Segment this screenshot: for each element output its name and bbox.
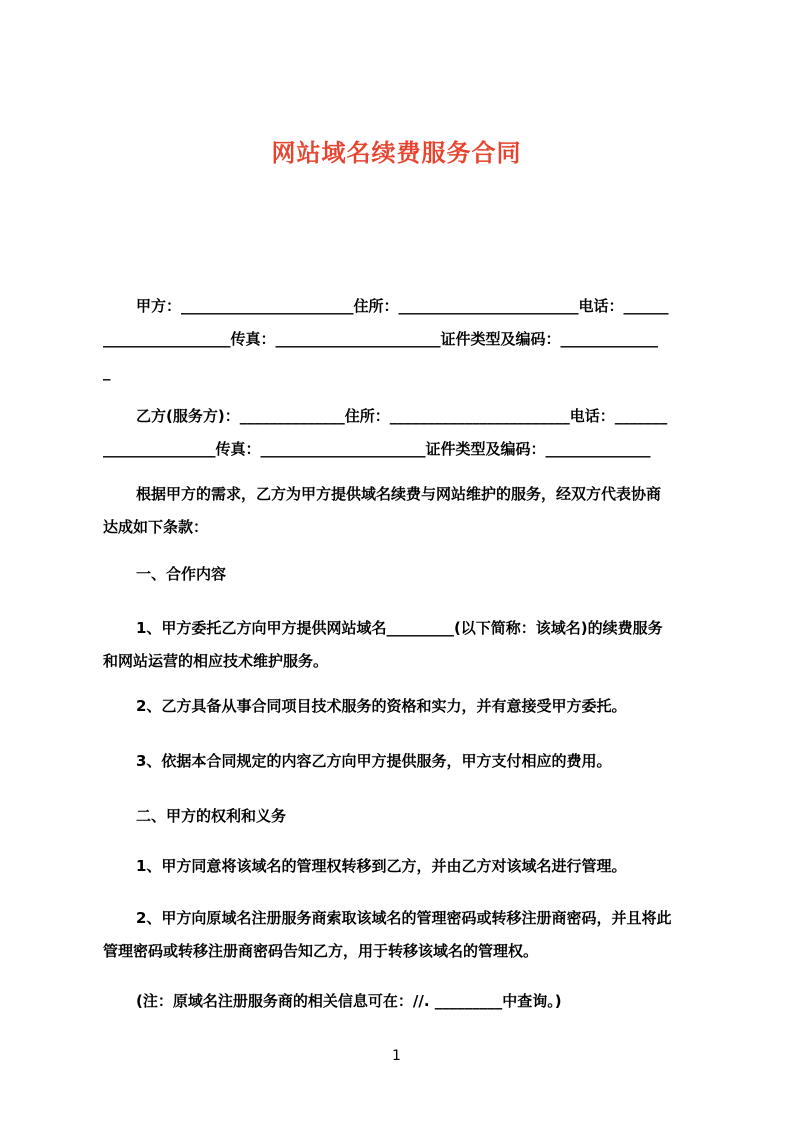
section-2-item-2-line-1: 2、甲方向原域名注册服务商索取该域名的管理密码或转移注册商密码，并且将此 xyxy=(136,909,672,927)
party-a-block xyxy=(0,290,793,389)
party-b-line-1: 乙方(服务方)：______________住所：________________________电话：_______ xyxy=(136,407,668,425)
intro-line-2: 达成如下条款： xyxy=(103,518,209,536)
intro-paragraph xyxy=(0,478,793,544)
section-2-item-2-line-2: 管理密码或转移注册商密码告知乙方，用于转移该域名的管理权。 xyxy=(103,942,539,960)
section-1-item-1-line-2: 和网站运营的相应技术维护服务。 xyxy=(103,652,329,670)
section-1-item-2-line-1: 2、乙方具备从事合同项目技术服务的资格和实力，并有意接受甲方委托。 xyxy=(136,697,627,715)
section-2-heading-text: 二、甲方的权利和义务 xyxy=(136,807,287,825)
section-2-heading xyxy=(0,800,793,833)
party-b-block xyxy=(0,400,793,466)
intro-line-1: 根据甲方的需求，乙方为甲方提供域名续费与网站维护的服务，经双方代表协商 xyxy=(136,485,662,503)
section-1-item-1-line-1: 1、甲方委托乙方向甲方提供网站域名_________(以下简称：该域名)的续费服务 xyxy=(136,619,663,637)
section-1-heading xyxy=(0,558,793,591)
section-2-note-line: (注：原域名注册服务商的相关信息可在：//. _________中查询。) xyxy=(136,992,562,1010)
section-1-item-3-line-1: 3、依据本合同规定的内容乙方向甲方提供服务，甲方支付相应的费用。 xyxy=(136,752,612,770)
section-1-item-1 xyxy=(0,612,793,678)
party-a-line-1: 甲方：_______________________住所：________________________电话：______ xyxy=(136,297,669,315)
party-a-line-3: _ xyxy=(103,363,111,381)
section-2-item-1 xyxy=(0,850,793,883)
party-a-line-2: _________________传真：______________________证件类型及编码：_____________ xyxy=(103,330,659,348)
section-1-item-2 xyxy=(0,690,793,723)
party-b-line-2: _______________传真：______________________证件类型及编码：______________ xyxy=(103,440,651,458)
section-2-item-1-line-1: 1、甲方同意将该域名的管理权转移到乙方，并由乙方对该域名进行管理。 xyxy=(136,857,627,875)
section-2-note xyxy=(0,985,793,1018)
section-1-item-3 xyxy=(0,745,793,778)
document-title: 网站域名续费服务合同 xyxy=(271,139,522,167)
section-1-heading-text: 一、合作内容 xyxy=(136,565,227,583)
page-number: 1 xyxy=(392,1048,401,1064)
section-2-item-2 xyxy=(0,902,793,968)
